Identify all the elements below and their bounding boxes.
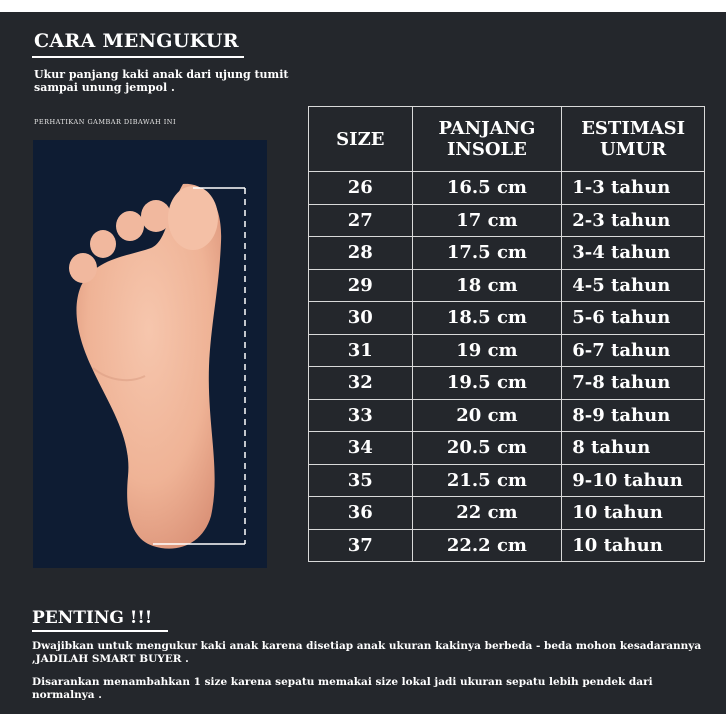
insole-cell: 18 cm: [412, 269, 562, 302]
size-cell: 29: [309, 269, 413, 302]
age-cell: 9-10 tahun: [562, 464, 705, 497]
size-cell: 32: [309, 367, 413, 400]
insole-cell: 19 cm: [412, 334, 562, 367]
important-note-1: Dwajibkan untuk mengukur kaki anak karena disetiap anak ukuran kakinya berbeda - beda mohon kesadarannya ,JADILAH SMART BUYER .: [32, 640, 702, 665]
table-row: [309, 432, 705, 465]
table-row: [309, 464, 705, 497]
size-cell: 33: [309, 399, 413, 432]
size-guide-panel: [0, 12, 726, 714]
insole-cell: 20 cm: [412, 399, 562, 432]
important-underline: [32, 630, 168, 632]
age-cell: 1-3 tahun: [562, 172, 705, 205]
table-row: [309, 529, 705, 562]
header-age-estimate: ESTIMASI UMUR: [562, 107, 705, 172]
size-cell: 31: [309, 334, 413, 367]
insole-cell: 21.5 cm: [412, 464, 562, 497]
important-note-2: Disarankan menambahkan 1 size karena sepatu memakai size lokal jadi ukuran sepatu lebih pendek dari normalnya .: [32, 676, 653, 701]
size-cell: 28: [309, 237, 413, 270]
age-cell: 4-5 tahun: [562, 269, 705, 302]
table-row: [309, 334, 705, 367]
insole-cell: 17.5 cm: [412, 237, 562, 270]
insole-cell: 22 cm: [412, 497, 562, 530]
age-cell: 10 tahun: [562, 497, 705, 530]
age-cell: 6-7 tahun: [562, 334, 705, 367]
age-cell: 3-4 tahun: [562, 237, 705, 270]
table-row: [309, 399, 705, 432]
age-cell: 7-8 tahun: [562, 367, 705, 400]
size-cell: 27: [309, 204, 413, 237]
size-cell: 36: [309, 497, 413, 530]
insole-cell: 17 cm: [412, 204, 562, 237]
table-row: [309, 302, 705, 335]
size-cell: 35: [309, 464, 413, 497]
age-cell: 8 tahun: [562, 432, 705, 465]
header-size: SIZE: [309, 107, 413, 172]
insole-cell: 19.5 cm: [412, 367, 562, 400]
insole-cell: 20.5 cm: [412, 432, 562, 465]
title-underline: [32, 56, 244, 58]
size-cell: 26: [309, 172, 413, 205]
insole-cell: 16.5 cm: [412, 172, 562, 205]
table-row: [309, 237, 705, 270]
foot-sole-illustration: [33, 140, 267, 568]
table-row: [309, 497, 705, 530]
table-header-row: [309, 107, 705, 172]
size-cell: 30: [309, 302, 413, 335]
table-row: [309, 367, 705, 400]
image-notice: PERHATIKAN GAMBAR DIBAWAH INI: [34, 118, 177, 126]
header-insole-length: PANJANG INSOLE: [412, 107, 562, 172]
table-row: [309, 269, 705, 302]
age-cell: 2-3 tahun: [562, 204, 705, 237]
insole-cell: 18.5 cm: [412, 302, 562, 335]
insole-cell: 22.2 cm: [412, 529, 562, 562]
size-cell: 37: [309, 529, 413, 562]
foot-image: [33, 140, 267, 568]
table-row: [309, 172, 705, 205]
measure-instruction: Ukur panjang kaki anak dari ujung tumit sampai unung jempol .: [34, 68, 289, 94]
page-title: CARA MENGUKUR: [34, 30, 239, 52]
age-cell: 10 tahun: [562, 529, 705, 562]
important-heading: PENTING !!!: [32, 608, 153, 628]
age-cell: 5-6 tahun: [562, 302, 705, 335]
size-cell: 34: [309, 432, 413, 465]
table-row: [309, 204, 705, 237]
age-cell: 8-9 tahun: [562, 399, 705, 432]
size-chart-table: [308, 106, 705, 562]
